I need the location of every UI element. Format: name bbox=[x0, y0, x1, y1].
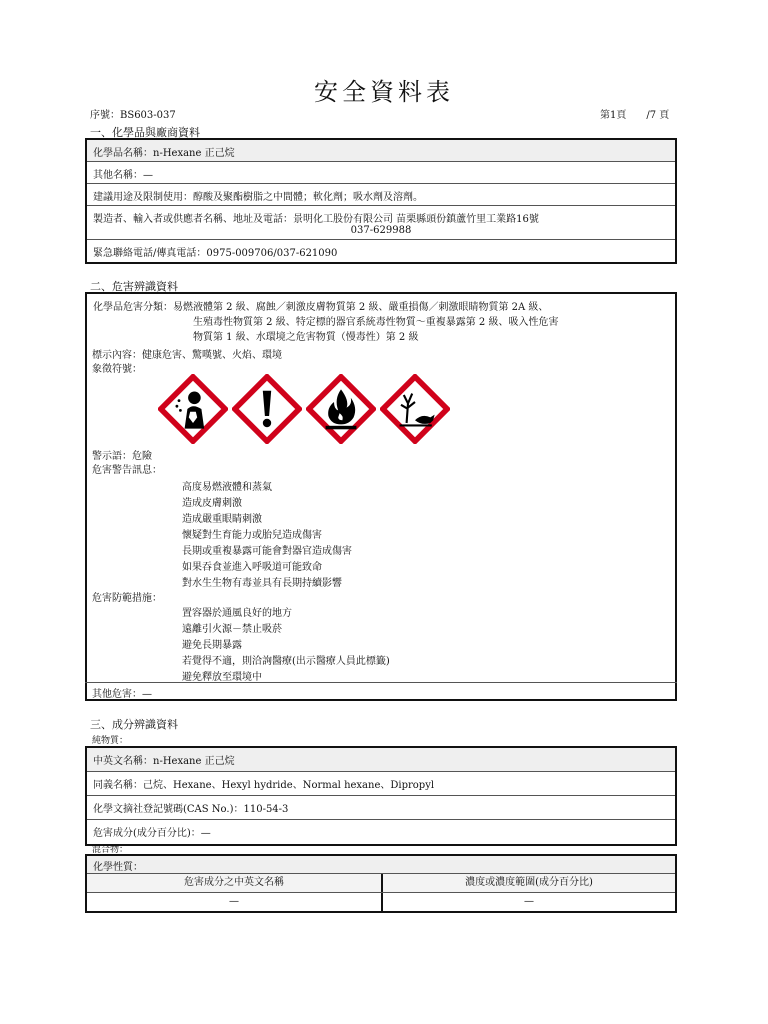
synonyms: 同義名稱：己烷、Hexane、Hexyl hydride、Normal hexane、Dipropyl bbox=[93, 780, 435, 791]
hazard-statement: 高度易燃液體和蒸氣 bbox=[182, 482, 272, 493]
cas-number: 化學文摘社登記號碼(CAS No.)：110-54-3 bbox=[93, 804, 289, 815]
concentration-cell: — bbox=[524, 896, 534, 907]
usage-row bbox=[87, 184, 675, 206]
manufacturer-phone: 037-629988 bbox=[350, 225, 412, 236]
column-header-name: 危害成分之中英文名稱 bbox=[87, 874, 383, 892]
hazard-statement: 長期或重複暴露可能會對器官造成傷害 bbox=[182, 546, 352, 557]
environment-icon bbox=[380, 374, 450, 444]
recommended-usage: 建議用途及限制使用：醇酸及聚酯樹脂之中間體；軟化劑；吸水劑及溶劑。 bbox=[93, 192, 423, 203]
symbols-label: 象徵符號： bbox=[92, 364, 142, 375]
page-total: /7 頁 bbox=[646, 110, 670, 121]
other-hazards: 其他危害：— bbox=[92, 689, 152, 700]
divider bbox=[85, 682, 677, 683]
hazard-component-row bbox=[87, 820, 675, 844]
cas-row bbox=[87, 796, 675, 820]
precaution-statement: 若覺得不適，則洽詢醫療(出示醫療人員此標籤) bbox=[182, 656, 390, 667]
section1-box bbox=[85, 138, 677, 264]
table-row bbox=[87, 893, 675, 911]
chemical-name: 化學品名稱：n-Hexane 正己烷 bbox=[93, 148, 235, 159]
serial-number: 序號：BS603-037 bbox=[90, 110, 176, 121]
column-header-concentration: 濃度或濃度範圍(成分百分比) bbox=[465, 877, 593, 888]
section2-heading: 二、危害辨識資料 bbox=[90, 280, 178, 293]
precautions-label: 危害防範措施： bbox=[92, 593, 162, 604]
hazard-classification-row bbox=[87, 294, 675, 344]
cn-en-name-row bbox=[87, 748, 675, 772]
signal-word: 警示語：危險 bbox=[92, 451, 152, 462]
hazard-class-line1: 化學品危害分類：易燃液體第 2 級、腐蝕／刺激皮膚物質第 2 級、嚴重損傷／刺激眼睛物質第 2A 級、 bbox=[93, 302, 549, 313]
hazard-component: 危害成分(成分百分比)：— bbox=[93, 828, 211, 839]
precaution-statement: 避免釋放至環境中 bbox=[182, 672, 262, 683]
section1-heading: 一、化學品與廠商資料 bbox=[90, 126, 200, 139]
page-indicator bbox=[600, 106, 669, 121]
manufacturer-info: 製造者、輸入者或供應者名稱、地址及電話：景明化工股份有限公司 苗栗縣頭份鎮蘆竹里工業路16號 bbox=[93, 214, 539, 225]
page-current: 第1頁 bbox=[600, 110, 627, 121]
cn-en-name: 中英文名稱：n-Hexane 正己烷 bbox=[93, 756, 235, 767]
mixture-label: 混合物： bbox=[92, 845, 129, 855]
hazard-statement: 對水生生物有毒並具有長期持續影響 bbox=[182, 578, 342, 589]
precaution-statement: 置容器於通風良好的地方 bbox=[182, 608, 292, 619]
other-names: 其他名稱：— bbox=[93, 170, 153, 181]
chemical-nature: 化學性質： bbox=[93, 862, 143, 873]
synonyms-row bbox=[87, 772, 675, 796]
chem-nature-row bbox=[87, 856, 675, 874]
component-name-cell: — bbox=[87, 893, 383, 911]
hazard-statement: 造成皮膚刺激 bbox=[182, 498, 242, 509]
section3-heading: 三、成分辨識資料 bbox=[90, 718, 178, 731]
hazard-statement: 如果吞食並進入呼吸道可能致命 bbox=[182, 562, 322, 573]
hazard-statement: 造成嚴重眼睛刺激 bbox=[182, 514, 262, 525]
chemical-name-row bbox=[87, 140, 675, 162]
hazard-class-line2: 生殖毒性物質第 2 級、特定標的器官系統毒性物質～重複暴露第 2 級、吸入性危害 bbox=[193, 317, 559, 328]
hazard-class-line3: 物質第 1 級、水環境之危害物質（慢毒性）第 2 級 bbox=[193, 332, 419, 343]
emergency-row bbox=[87, 240, 675, 262]
precaution-statement: 避免長期暴露 bbox=[182, 640, 242, 651]
flame-icon bbox=[306, 374, 376, 444]
health-hazard-icon bbox=[158, 374, 228, 444]
label-content: 標示內容：健康危害、驚嘆號、火焰、環境 bbox=[92, 350, 282, 361]
manufacturer-row bbox=[87, 206, 675, 240]
mixture-box bbox=[85, 854, 677, 913]
emergency-contact: 緊急聯絡電話/傳真電話：0975-009706/037-621090 bbox=[93, 248, 338, 259]
hazard-statement: 懷疑對生育能力或胎兒造成傷害 bbox=[182, 530, 322, 541]
hazard-statements-label: 危害警告訊息： bbox=[92, 465, 162, 476]
pure-substance-label: 純物質： bbox=[92, 736, 129, 746]
component-table-header bbox=[87, 874, 675, 893]
exclamation-mark-icon bbox=[232, 374, 302, 444]
other-names-row bbox=[87, 162, 675, 184]
document-title: 安全資料表 bbox=[314, 78, 454, 106]
pure-substance-box bbox=[85, 746, 677, 846]
precaution-statement: 遠離引火源－禁止吸菸 bbox=[182, 624, 282, 635]
